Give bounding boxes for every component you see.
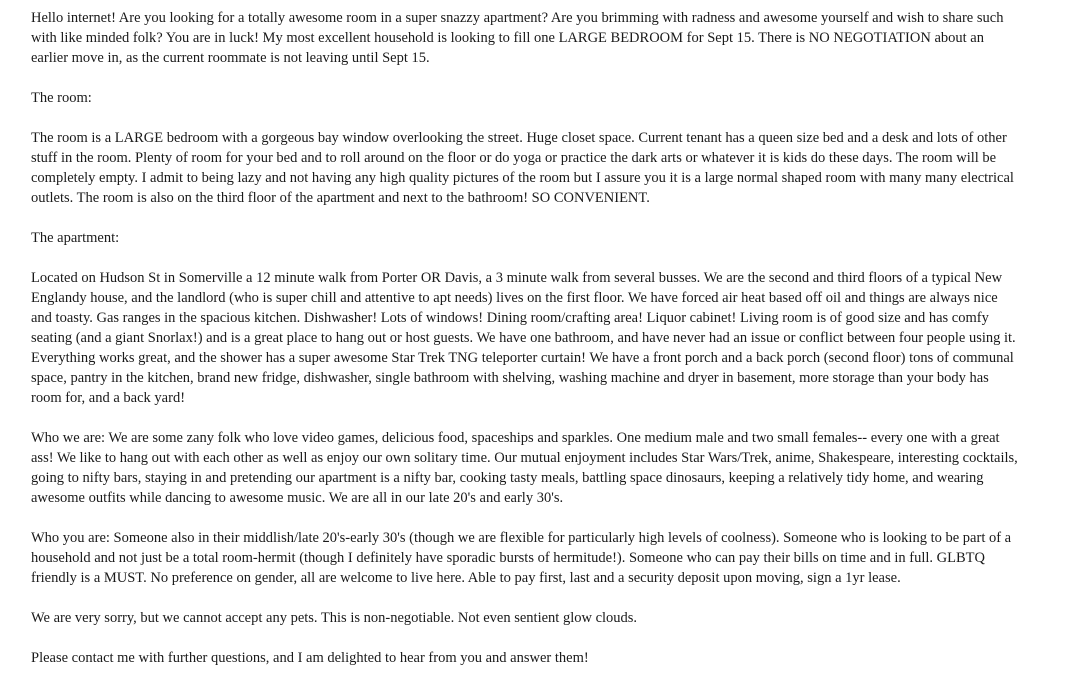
- room-paragraph: The room is a LARGE bedroom with a gorgeous bay window overlooking the street. Huge closet space. Current tenant has a queen size bed and a desk and lots of other stuff in the room. Plenty of room for your bed and to roll around on the floor or do yoga or practice the dark arts or whatever it is kids do these days. The room will be completely empty. I admit to being lazy and not having any high quality pictures of the room but I assure you it is a large normal shaped room with many many electrical outlets. The room is also on the third floor of the apartment and next to the bathroom! SO CONVENIENT.: [31, 130, 1014, 206]
- pets-paragraph: We are very sorry, but we cannot accept any pets. This is non-negotiable. Not even sentient glow clouds.: [31, 610, 638, 626]
- apartment-paragraph: Located on Hudson St in Somerville a 12 minute walk from Porter OR Davis, a 3 minute walk from several busses. We are the second and third floors of a typical New Englandy house, and the landlord (who is super chill and attentive to apt needs) lives on the first floor. We have forced air heat based off oil and things are always nice and toasty. Gas ranges in the spacious kitchen. Dishwasher! Lots of windows! Dining room/crafting area! Liquor cabinet! Living room is of good size and has comfy seating (and a giant Snorlax!) and is a great place to hang out or host guests. We have one bathroom, and have never had an issue or conflict between four people using it. Everything works great, and the shower has a super awesome Star Trek TNG teleporter curtain! We have a front porch and a back porch (second floor) tons of communal space, pantry in the kitchen, brand new fridge, dishwasher, single bathroom with shelving, washing machine and dryer in basement, more storage than your body has room for, and a back yard!: [31, 270, 1016, 406]
- room-heading: The room:: [31, 90, 92, 106]
- contact-paragraph: Please contact me with further questions, and I am delighted to hear from you and answer them!: [31, 650, 589, 666]
- who-you-are-paragraph: Who you are: Someone also in their middlish/late 20's-early 30's (though we are flexible for particularly high levels of coolness). Someone who is looking to be part of a household and not just be a total room-hermit (though I definitely have sporadic bursts of hermitude!). Someone who can pay their bills on time and in full. GLBTQ friendly is a MUST. No preference on gender, all are welcome to live here. Able to pay first, last and a security deposit upon moving, sign a 1yr lease.: [31, 530, 1012, 586]
- apartment-heading: The apartment:: [31, 230, 120, 246]
- posting-body: [31, 8, 1021, 688]
- who-we-are-paragraph: Who we are: We are some zany folk who love video games, delicious food, spaceships and sparkles. One medium male and two small females-- every one with a great ass! We like to hang out with each other as well as enjoy our own solitary time. Our mutual enjoyment includes Star Wars/Trek, anime, Shakespeare, interesting cocktails, going to nifty bars, staying in and pretending our apartment is a nifty bar, cooking tasty meals, battling space dinosaurs, keeping a relatively tidy home, and wearing awesome outfits while dancing to awesome music. We are all in our late 20's and early 30's.: [31, 430, 1018, 506]
- intro-paragraph: Hello internet! Are you looking for a totally awesome room in a super snazzy apartment? Are you brimming with radness and awesome yourself and wish to share such with like minded folk? You are in luck! My most excellent household is looking to fill one LARGE BEDROOM for Sept 15. There is NO NEGOTIATION about an earlier move in, as the current roommate is not leaving until Sept 15.: [31, 10, 1004, 66]
